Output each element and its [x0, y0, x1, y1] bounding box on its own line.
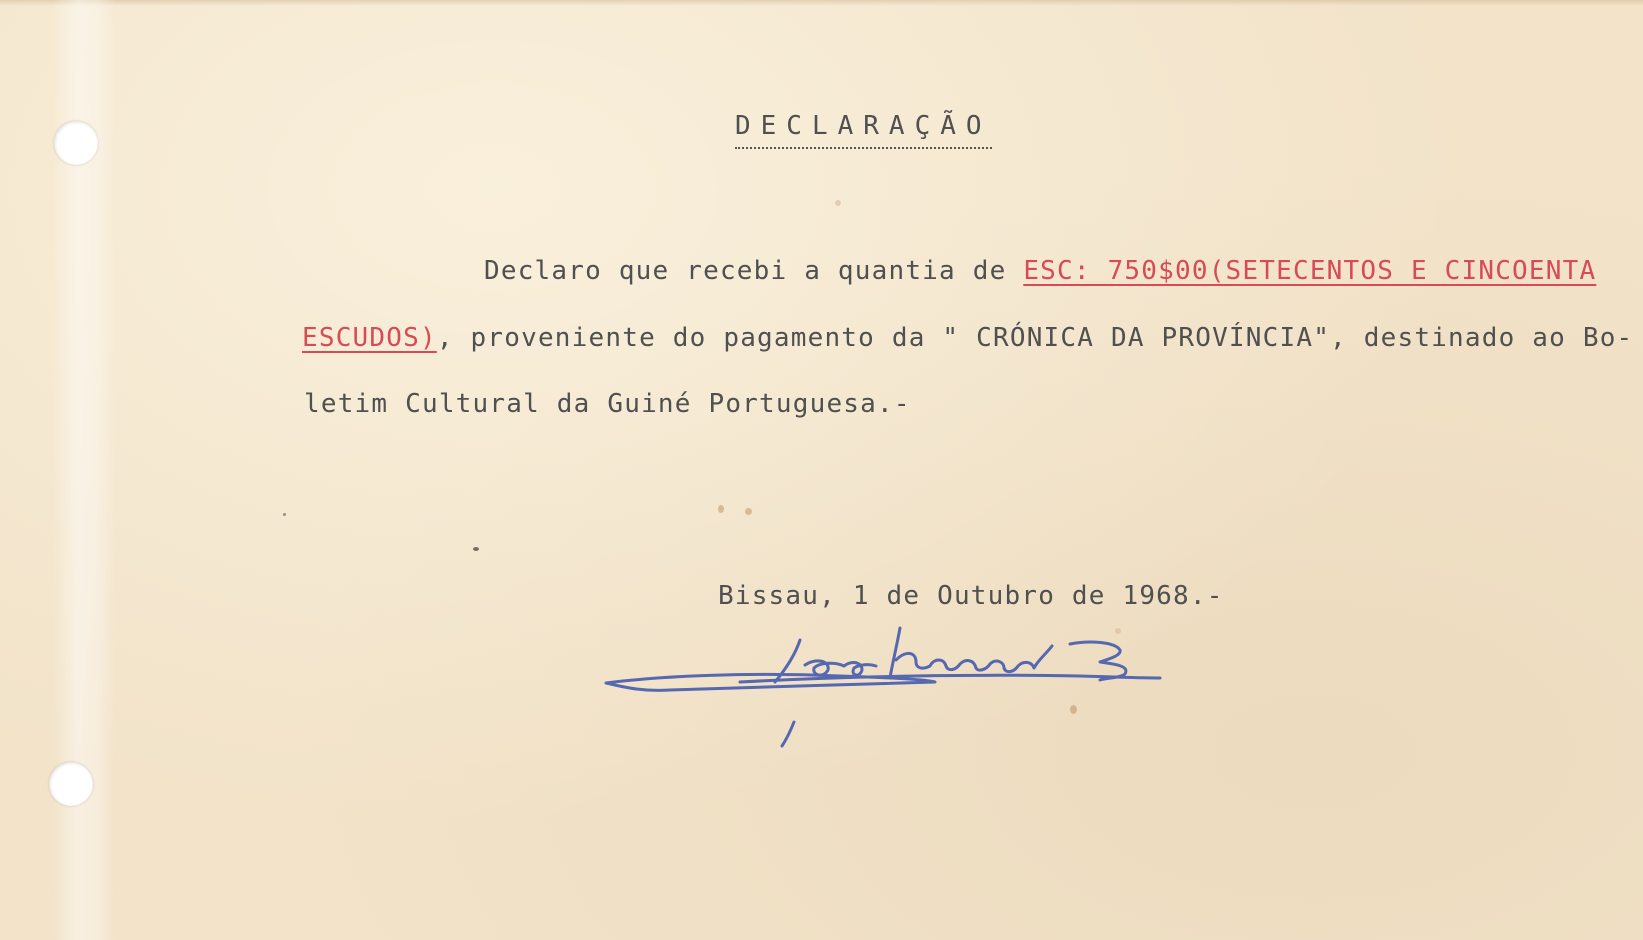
- paper-spot: [473, 547, 479, 551]
- signature-tick-stroke: [782, 722, 794, 746]
- body-line-2: [302, 325, 1633, 351]
- place-and-date: Bissau, 1 de Outubro de 1968.-: [718, 581, 1224, 611]
- paper-spot: [835, 200, 841, 206]
- body-line-2-text: , proveniente do pagamento da " CRÓNICA DA PROVÍNCIA", destinado ao Bo-: [436, 323, 1634, 353]
- paper-spot: [718, 505, 724, 513]
- document-title: DECLARAÇÃO: [735, 113, 992, 149]
- body-line-3: letim Cultural da Guiné Portuguesa.-: [304, 389, 911, 419]
- punch-hole-top: [54, 121, 98, 165]
- body-line-1: [484, 258, 1596, 284]
- body-line-1-text: Declaro que recebi a quantia de: [484, 256, 1024, 286]
- handwritten-signature: [600, 610, 1190, 760]
- punch-hole-bottom: [49, 762, 93, 806]
- amount-text: ESC: 750$00(SETECENTOS E CINCOENTA: [1023, 256, 1597, 286]
- paper-spot: [745, 508, 752, 515]
- paper-top-edge: [0, 0, 1643, 6]
- paper-spot: [283, 513, 286, 516]
- amount-text-continued: ESCUDOS): [302, 323, 437, 353]
- signature-flourish-stroke: [1070, 642, 1126, 680]
